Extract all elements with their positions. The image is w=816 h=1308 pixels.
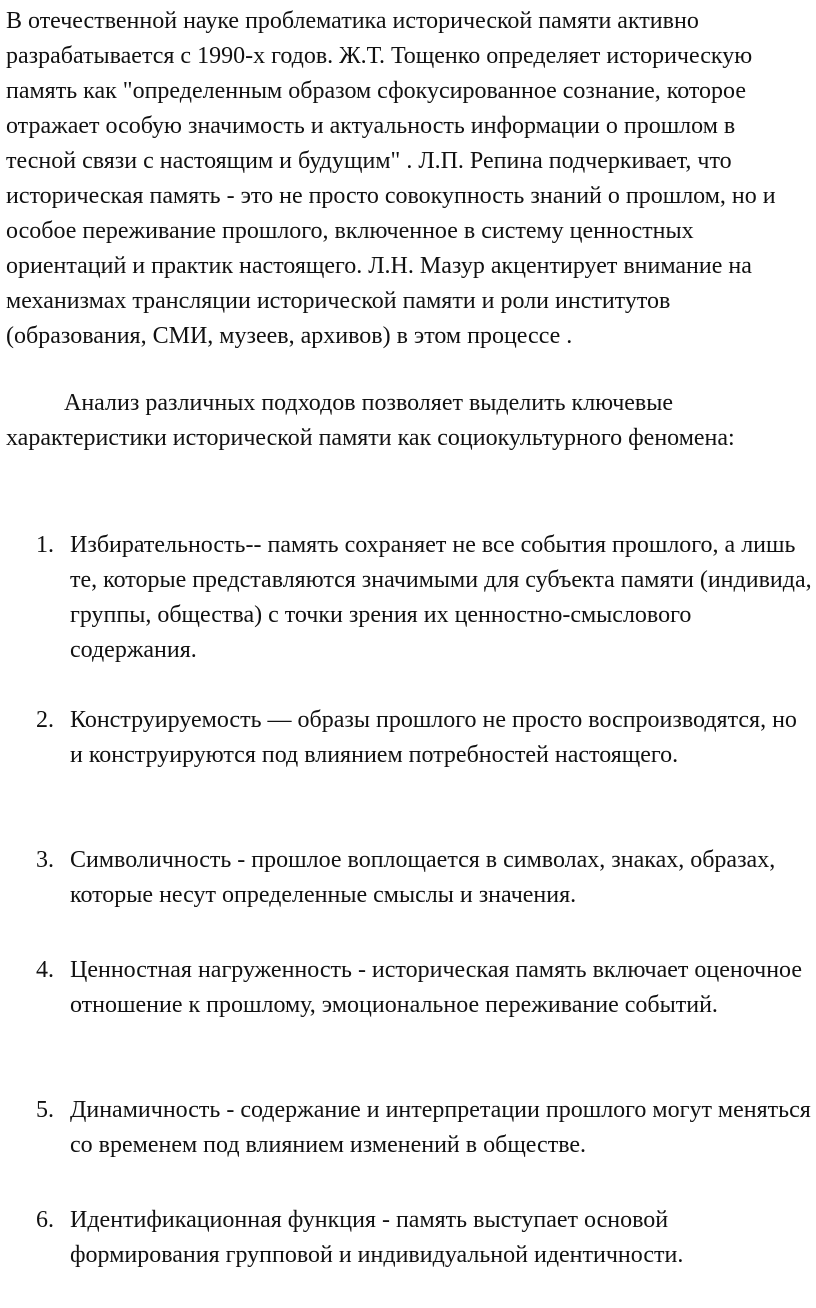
list-item-number: 4. [36,957,54,983]
list-item-text: Ценностная нагруженность - историческая память включает оценочное отношение к прошлому, эмоциональное переживание событий. [70,957,802,1018]
list-item-number: 1. [36,532,54,558]
list-item-text: Динамичность - содержание и интерпретации прошлого могут меняться со временем под влиянием изменений в обществе. [70,1097,811,1158]
list-item-number: 5. [36,1097,54,1123]
list-item-text: Избирательность-- память сохраняет не все события прошлого, а лишь те, которые представляются значимыми для субъекта памяти (индивида, группы, общества) с точки зрения их ценностно-смыслового содержания. [70,532,812,663]
list-item-number: 2. [36,707,54,733]
list-item-text: Конструируемость — образы прошлого не просто воспроизводятся, но и конструируются под влиянием потребностей настоящего. [70,707,797,768]
list-item-number: 3. [36,847,54,873]
intro-paragraph: В отечественной науке проблематика исторической памяти активно разрабатывается с 1990-х годов. Ж.Т. Тощенко определяет историческую память как "определенным образом сфокусированное сознание, которое отражает особую значимость и актуальность информации о прошлом в тесной связи с настоящим и будущим" . Л.П. Репина подчеркивает, что историческая память - это не просто совокупность знаний о прошлом, но и особое переживание прошлого, включенное в систему ценностных ориентаций и практик настоящего. Л.Н. Мазур акцентирует внимание на механизмах трансляции исторической памяти и роли институтов (образования, СМИ, музеев, архивов) в этом процессе . [6,8,776,349]
analysis-paragraph: Анализ различных подходов позволяет выделить ключевые характеристики исторической памяти как социокультурного феномена: [6,390,735,451]
list-item-text: Символичность - прошлое воплощается в символах, знаках, образах, которые несут определенные смыслы и значения. [70,847,776,908]
list-item-text: Идентификационная функция - память выступает основой формирования групповой и индивидуальной идентичности. [70,1207,684,1268]
list-item-number: 6. [36,1207,54,1233]
